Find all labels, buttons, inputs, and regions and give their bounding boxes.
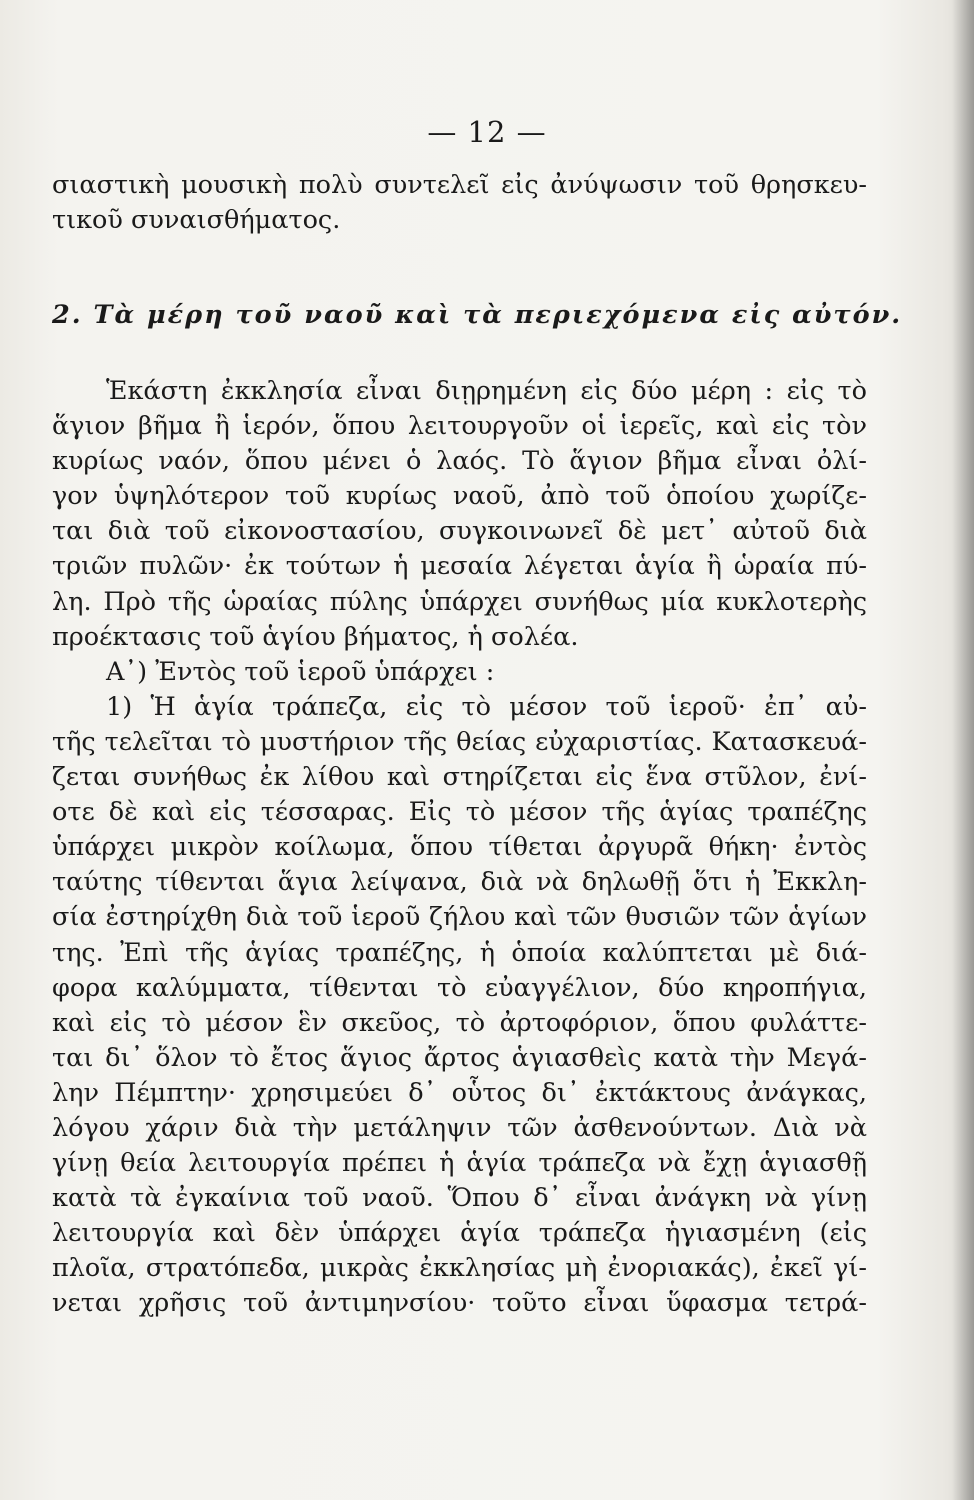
text-line: ται διὰ τοῦ εἰκονοστασίου, συγκοινωνεῖ δὲ μετ᾽ αὐτοῦ διὰ (52, 516, 867, 547)
text-line: ἅγιον βῆμα ἢ ἱερόν, ὅπου λειτουργοῦν οἱ ἱερεῖς, καὶ εἰς τὸν (52, 411, 867, 442)
text-line: λη. Πρὸ τῆς ὡραίας πύλης ὑπάρχει συνήθως μία κυκλοτερὴς (52, 586, 867, 617)
paragraph-continuation (52, 168, 867, 238)
section-heading: 2. Τὰ μέρη τοῦ ναοῦ καὶ τὰ περιεχόμενα εἰς αὐτόν. (52, 300, 903, 330)
text-line: λειτουργία καὶ δὲν ὑπάρχει ἁγία τράπεζα ἡγιασμένη (εἰς (52, 1218, 867, 1249)
text-line: ται δι᾽ ὅλον τὸ ἔτος ἅγιος ἄρτος ἁγιασθεὶς κατὰ τὴν Μεγά- (52, 1042, 867, 1073)
text-line: λην Πέμπτην· χρησιμεύει δ᾽ οὗτος δι᾽ ἐκτάκτους ἀνάγκας, (52, 1077, 867, 1108)
text-line: πλοῖα, στρατόπεδα, μικρὰς ἐκκλησίας μὴ ἐνοριακάς), ἐκεῖ γί- (52, 1253, 867, 1284)
text-line: οτε δὲ καὶ εἰς τέσσαρας. Εἰς τὸ μέσον τῆς ἁγίας τραπέζης (52, 797, 867, 828)
text-line: της. Ἐπὶ τῆς ἁγίας τραπέζης, ἡ ὁποία καλύπτεται μὲ διά- (52, 937, 867, 968)
text-line: τριῶν πυλῶν· ἐκ τούτων ἡ μεσαία λέγεται ἁγία ἢ ὡραία πύ- (52, 551, 867, 582)
text-line: σία ἐστηρίχθη διὰ τοῦ ἱεροῦ ζήλου καὶ τῶν θυσιῶν τῶν ἁγίων (52, 902, 867, 933)
text-line: Α᾽) Ἐντὸς τοῦ ἱεροῦ ὑπάρχει : (106, 656, 495, 687)
text-line: σιαστικὴ μουσικὴ πολὺ συντελεῖ εἰς ἀνύψωσιν τοῦ θρησκευ- (52, 170, 867, 200)
page-number: — 12 — (427, 115, 547, 149)
text-line: 1) Ἡ ἁγία τράπεζα, εἰς τὸ μέσον τοῦ ἱεροῦ· ἐπ᾽ αὐ- (106, 691, 867, 722)
text-line: γον ὑψηλότερον τοῦ κυρίως ναοῦ, ἀπὸ τοῦ ὁποίου χωρίζε- (52, 481, 867, 512)
text-line: ζεται συνήθως ἐκ λίθου καὶ στηρίζεται εἰς ἕνα στῦλον, ἐνί- (52, 762, 867, 793)
text-line: κατὰ τὰ ἐγκαίνια τοῦ ναοῦ. Ὅπου δ᾽ εἶναι ἀνάγκη νὰ γίνῃ (52, 1183, 867, 1214)
text-line: λόγου χάριν διὰ τὴν μετάληψιν τῶν ἀσθενούντων. Διὰ νὰ (52, 1112, 867, 1143)
text-line: φορα καλύμματα, τίθενται τὸ εὐαγγέλιον, δύο κηροπήγια, (52, 972, 867, 1003)
page-binding-shadow (952, 0, 974, 1500)
text-line: προέκτασις τοῦ ἁγίου βήματος, ἡ σολέα. (52, 621, 579, 652)
text-line: νεται χρῆσις τοῦ ἀντιμηνσίου· τοῦτο εἶναι ὕφασμα τετρά- (52, 1288, 867, 1319)
text-line: τῆς τελεῖται τὸ μυστήριον τῆς θείας εὐχαριστίας. Κατασκευά- (52, 726, 867, 757)
text-line: γίνῃ θεία λειτουργία πρέπει ἡ ἁγία τράπεζα νὰ ἔχῃ ἁγιασθῇ (52, 1148, 867, 1179)
text-line: τικοῦ συναισθήματος. (52, 205, 341, 236)
text-line: κυρίως ναόν, ὅπου μένει ὁ λαός. Τὸ ἅγιον βῆμα εἶναι ὀλί- (52, 446, 867, 477)
text-line: καὶ εἰς τὸ μέσον ἓν σκεῦος, τὸ ἀρτοφόριον, ὅπου φυλάττε- (52, 1007, 867, 1038)
text-line: Ἑκάστη ἐκκλησία εἶναι διῃρημένη εἰς δύο μέρη : εἰς τὸ (106, 376, 867, 406)
text-line: ὑπάρχει μικρὸν κοίλωμα, ὅπου τίθεται ἀργυρᾶ θήκη· ἐντὸς (52, 832, 867, 863)
section-body (52, 374, 867, 1322)
text-line: ταύτης τίθενται ἅγια λείψανα, διὰ νὰ δηλωθῇ ὅτι ἡ Ἐκκλη- (52, 867, 867, 898)
